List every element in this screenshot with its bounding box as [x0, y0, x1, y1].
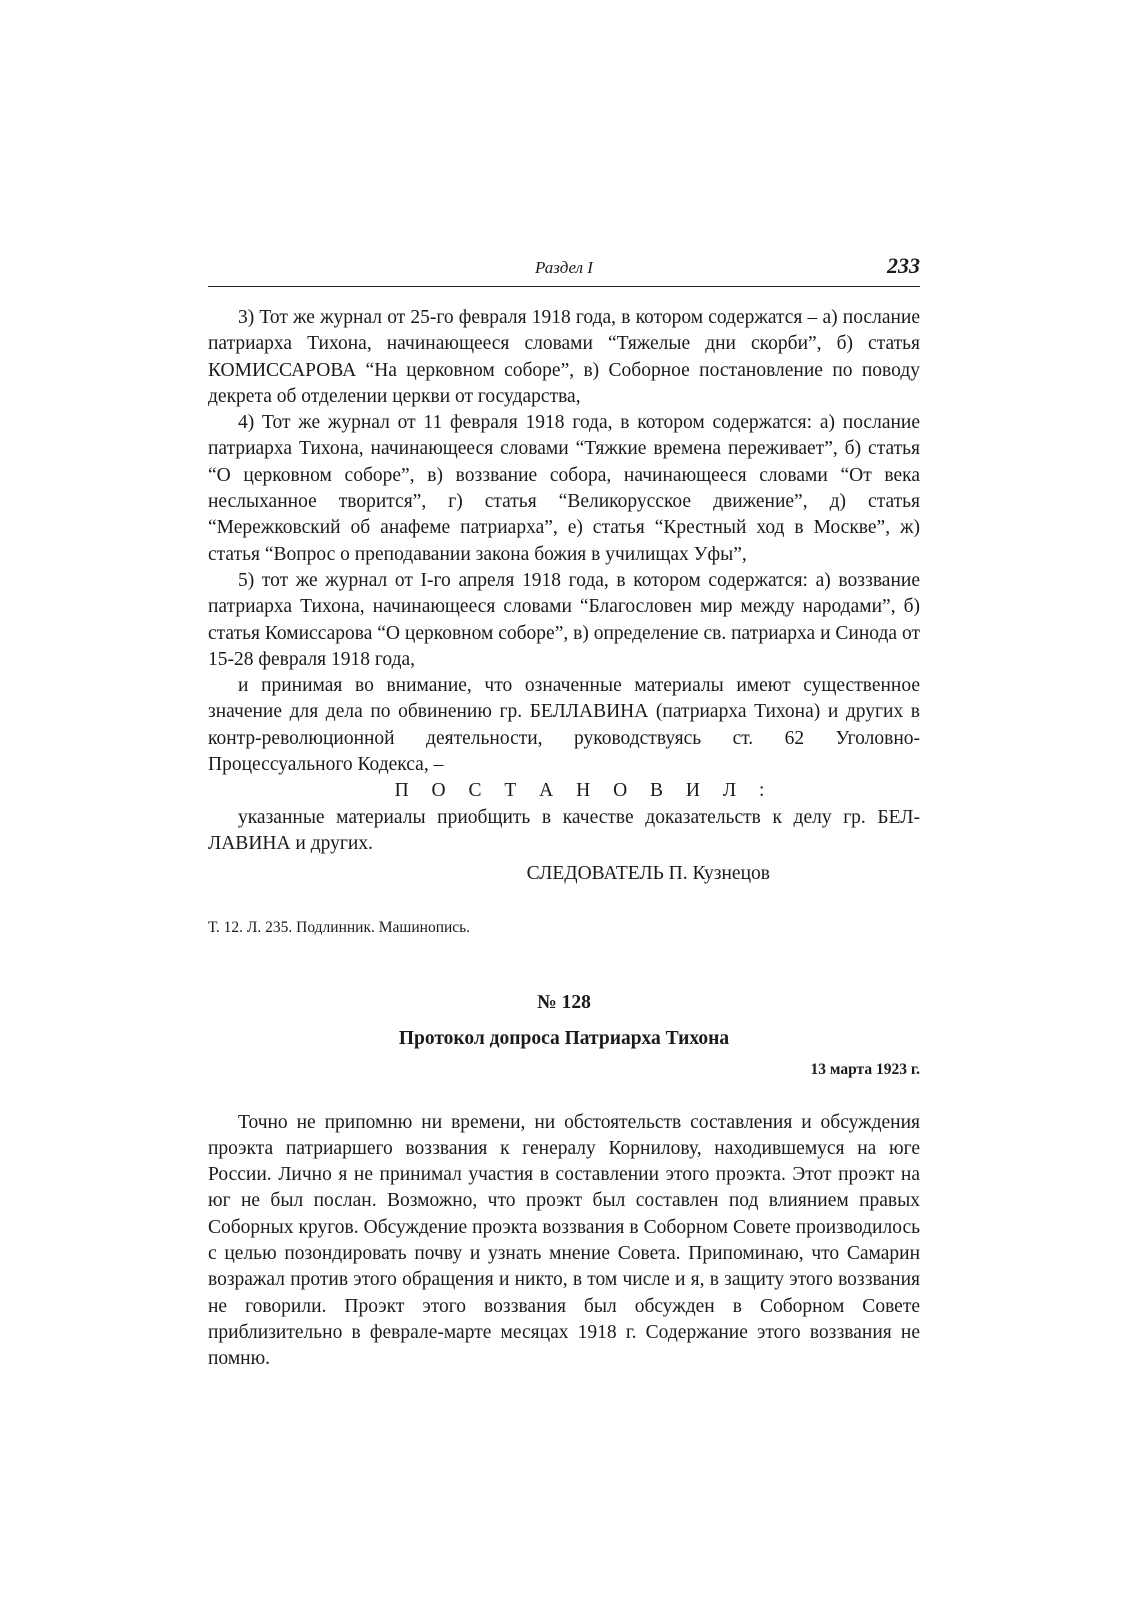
- ruling-heading: П О С Т А Н О В И Л :: [394, 780, 774, 802]
- document-number: № 128: [537, 991, 591, 1013]
- testimony-body: [208, 1110, 920, 1373]
- document-body: [208, 305, 920, 857]
- paragraph: 3) Тот же журнал от 25-го февраля 1918 года, в котором содержатся – а) послание патриарха Тихона, начинающееся словами “Тяжелые дни скорби”, б) статья КОМИССАРОВА “На церковном соборе”, в) Соборное постановление по поводу декрета об отделении церкви от государства,: [208, 307, 920, 407]
- page-number: 233: [887, 253, 920, 278]
- signature-line: СЛЕДОВАТЕЛЬ П. Кузнецов: [526, 863, 770, 885]
- paragraph: и принимая во внимание, что означенные материалы имеют существенное значение для дела по обвинению гр. БЕЛЛАВИНА (патриарха Тихона) и других в контр-революционной деятельности, руководствуясь ст. 62 Уголовно-Процессуального Кодекса, –: [208, 675, 920, 776]
- source-note: Т. 12. Л. 235. Подлинник. Машинопись.: [208, 918, 471, 936]
- document-date: 13 марта 1923 г.: [810, 1060, 920, 1078]
- paragraph: 5) тот же журнал от I-го апреля 1918 года, в котором содержатся: а) воззвание патриарха Тихона, начинающееся словами “Благословен мир между народами”, б) статья Комиссарова “О церковном соборе”, в) определение св. патриарха и Синода от 15-28 февраля 1918 года,: [208, 569, 920, 670]
- running-header: [208, 252, 920, 287]
- book-page: [208, 252, 920, 1373]
- paragraph: 4) Тот же журнал от 11 февраля 1918 года, в котором содержатся: а) послание патриарха Тихона, начинающееся словами “Тяжкие времена переживает”, б) статья “О церковном соборе”, в) воззвание собора, начинающееся словами “От века неслыханное творится”, г) статья “Великорусское движение”, д) статья “Мережковский об анафеме патриарха”, е) статья “Крестный ход в Москве”, ж) статья “Вопрос о преподавании закона божия в училищах Уфы”,: [208, 412, 920, 565]
- document-title: Протокол допроса Патриарха Тихона: [398, 1027, 730, 1049]
- testimony-paragraph: Точно не припомню ни времени, ни обстоятельств составления и обсуждения проэкта патриаршего воззвания к генералу Корнилову, находившемуся на юге России. Лично я не принимал участия в составлении этого проэкта. Этот проэкт на юг не был послан. Возможно, что проэкт был составлен под влиянием правых Соборных кругов. Обсуждение проэкта воззвания в Соборном Совете производилось с целью позондировать почву и узнать мнение Совета. Припоминаю, что Самарин возражал против этого обращения и никто, в том числе и я, в защиту этого воззвания не говорили. Проэкт этого воззвания был обсужден в Соборном Совете приблизительно в феврале-марте месяцах 1918 г. Содержание этого воззвания не помню.: [208, 1111, 920, 1370]
- section-title: Раздел I: [535, 258, 593, 277]
- decision-paragraph: указанные материалы приобщить в качестве доказательств к делу гр. БЕЛЛАВИНА и других.: [208, 806, 920, 854]
